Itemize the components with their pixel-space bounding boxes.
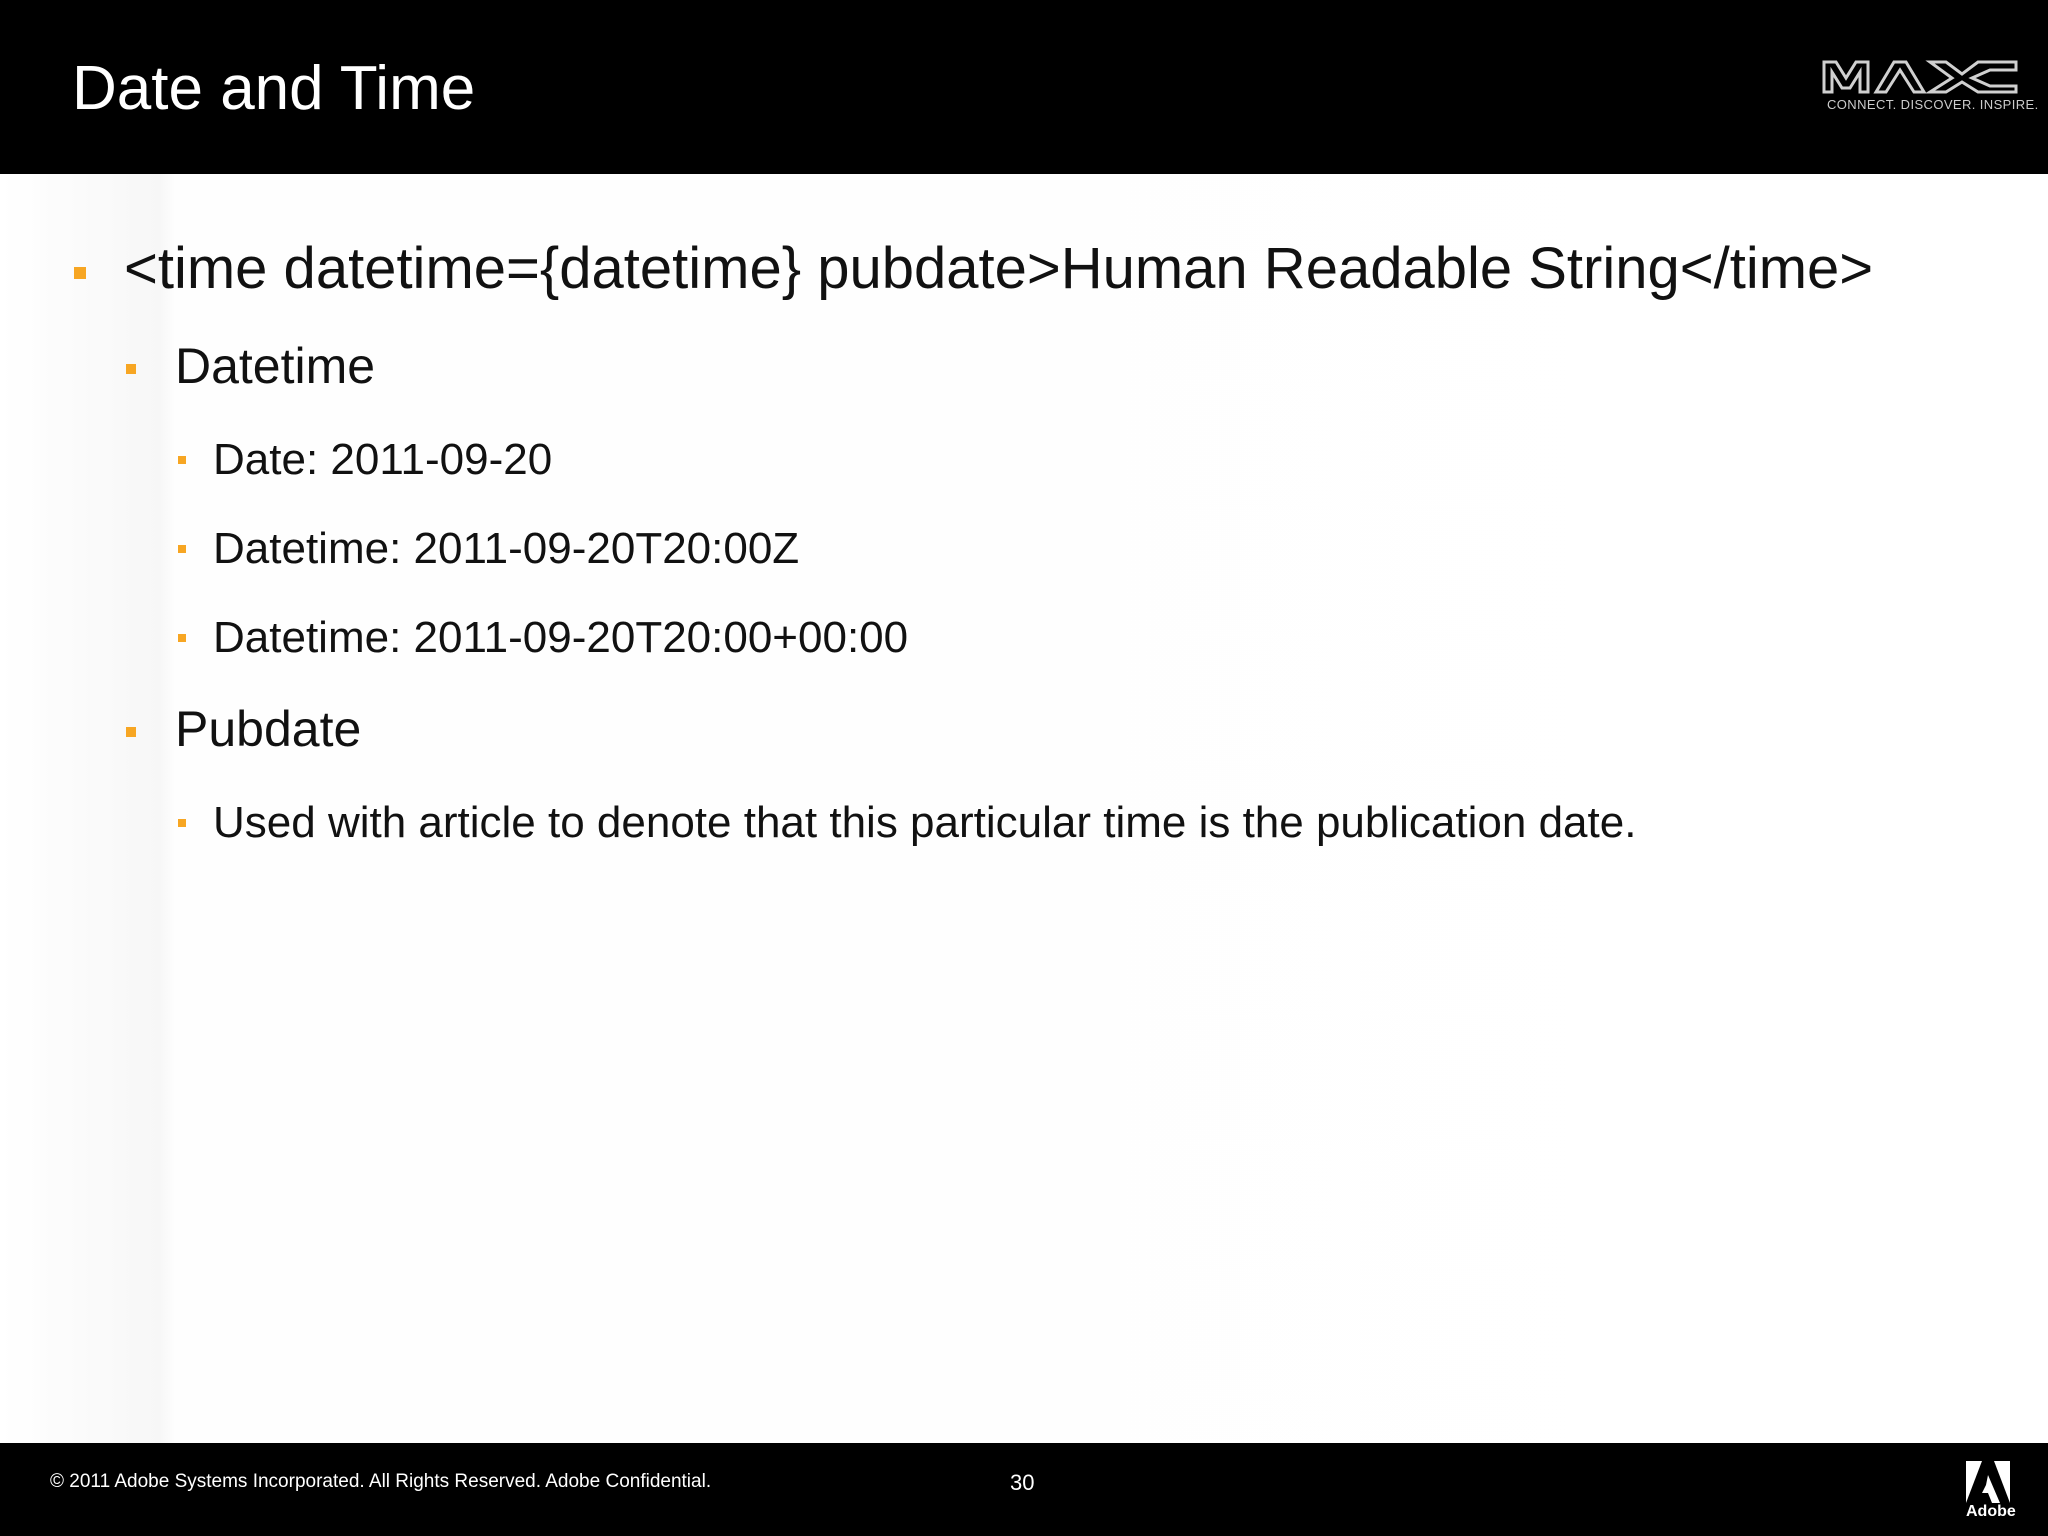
bullet-marker [178,634,186,642]
bullet-date-example: Date: 2011-09-20 [213,435,553,484]
bullet-marker [178,545,186,553]
bullet-marker [178,456,186,464]
slide-header [0,0,2048,174]
adobe-logo-icon [1966,1461,2010,1503]
bullet-marker [178,819,186,827]
adobe-wordmark: Adobe [1966,1503,2016,1520]
bullet-marker [126,364,136,374]
copyright-text: © 2011 Adobe Systems Incorporated. All Rights Reserved. Adobe Confidential. [50,1471,712,1492]
bullet-marker [74,267,86,279]
bullet-pubdate-heading: Pubdate [175,701,362,757]
bullet-pubdate-description: Used with article to denote that this particular time is the publication date. [213,798,1637,847]
slide-title: Date and Time [72,54,476,123]
bullet-datetime-z: Datetime: 2011-09-20T20:00Z [213,524,800,573]
bullet-marker [126,727,136,737]
slide-footer [0,1443,2048,1536]
bullet-datetime-offset: Datetime: 2011-09-20T20:00+00:00 [213,613,909,662]
page-number: 30 [1010,1470,1035,1495]
bullet-datetime-heading: Datetime [175,338,376,394]
bullet-main: <time datetime={datetime} pubdate>Human Readable String</time> [124,236,1874,301]
logo-tagline: CONNECT. DISCOVER. INSPIRE. [1827,97,2039,112]
